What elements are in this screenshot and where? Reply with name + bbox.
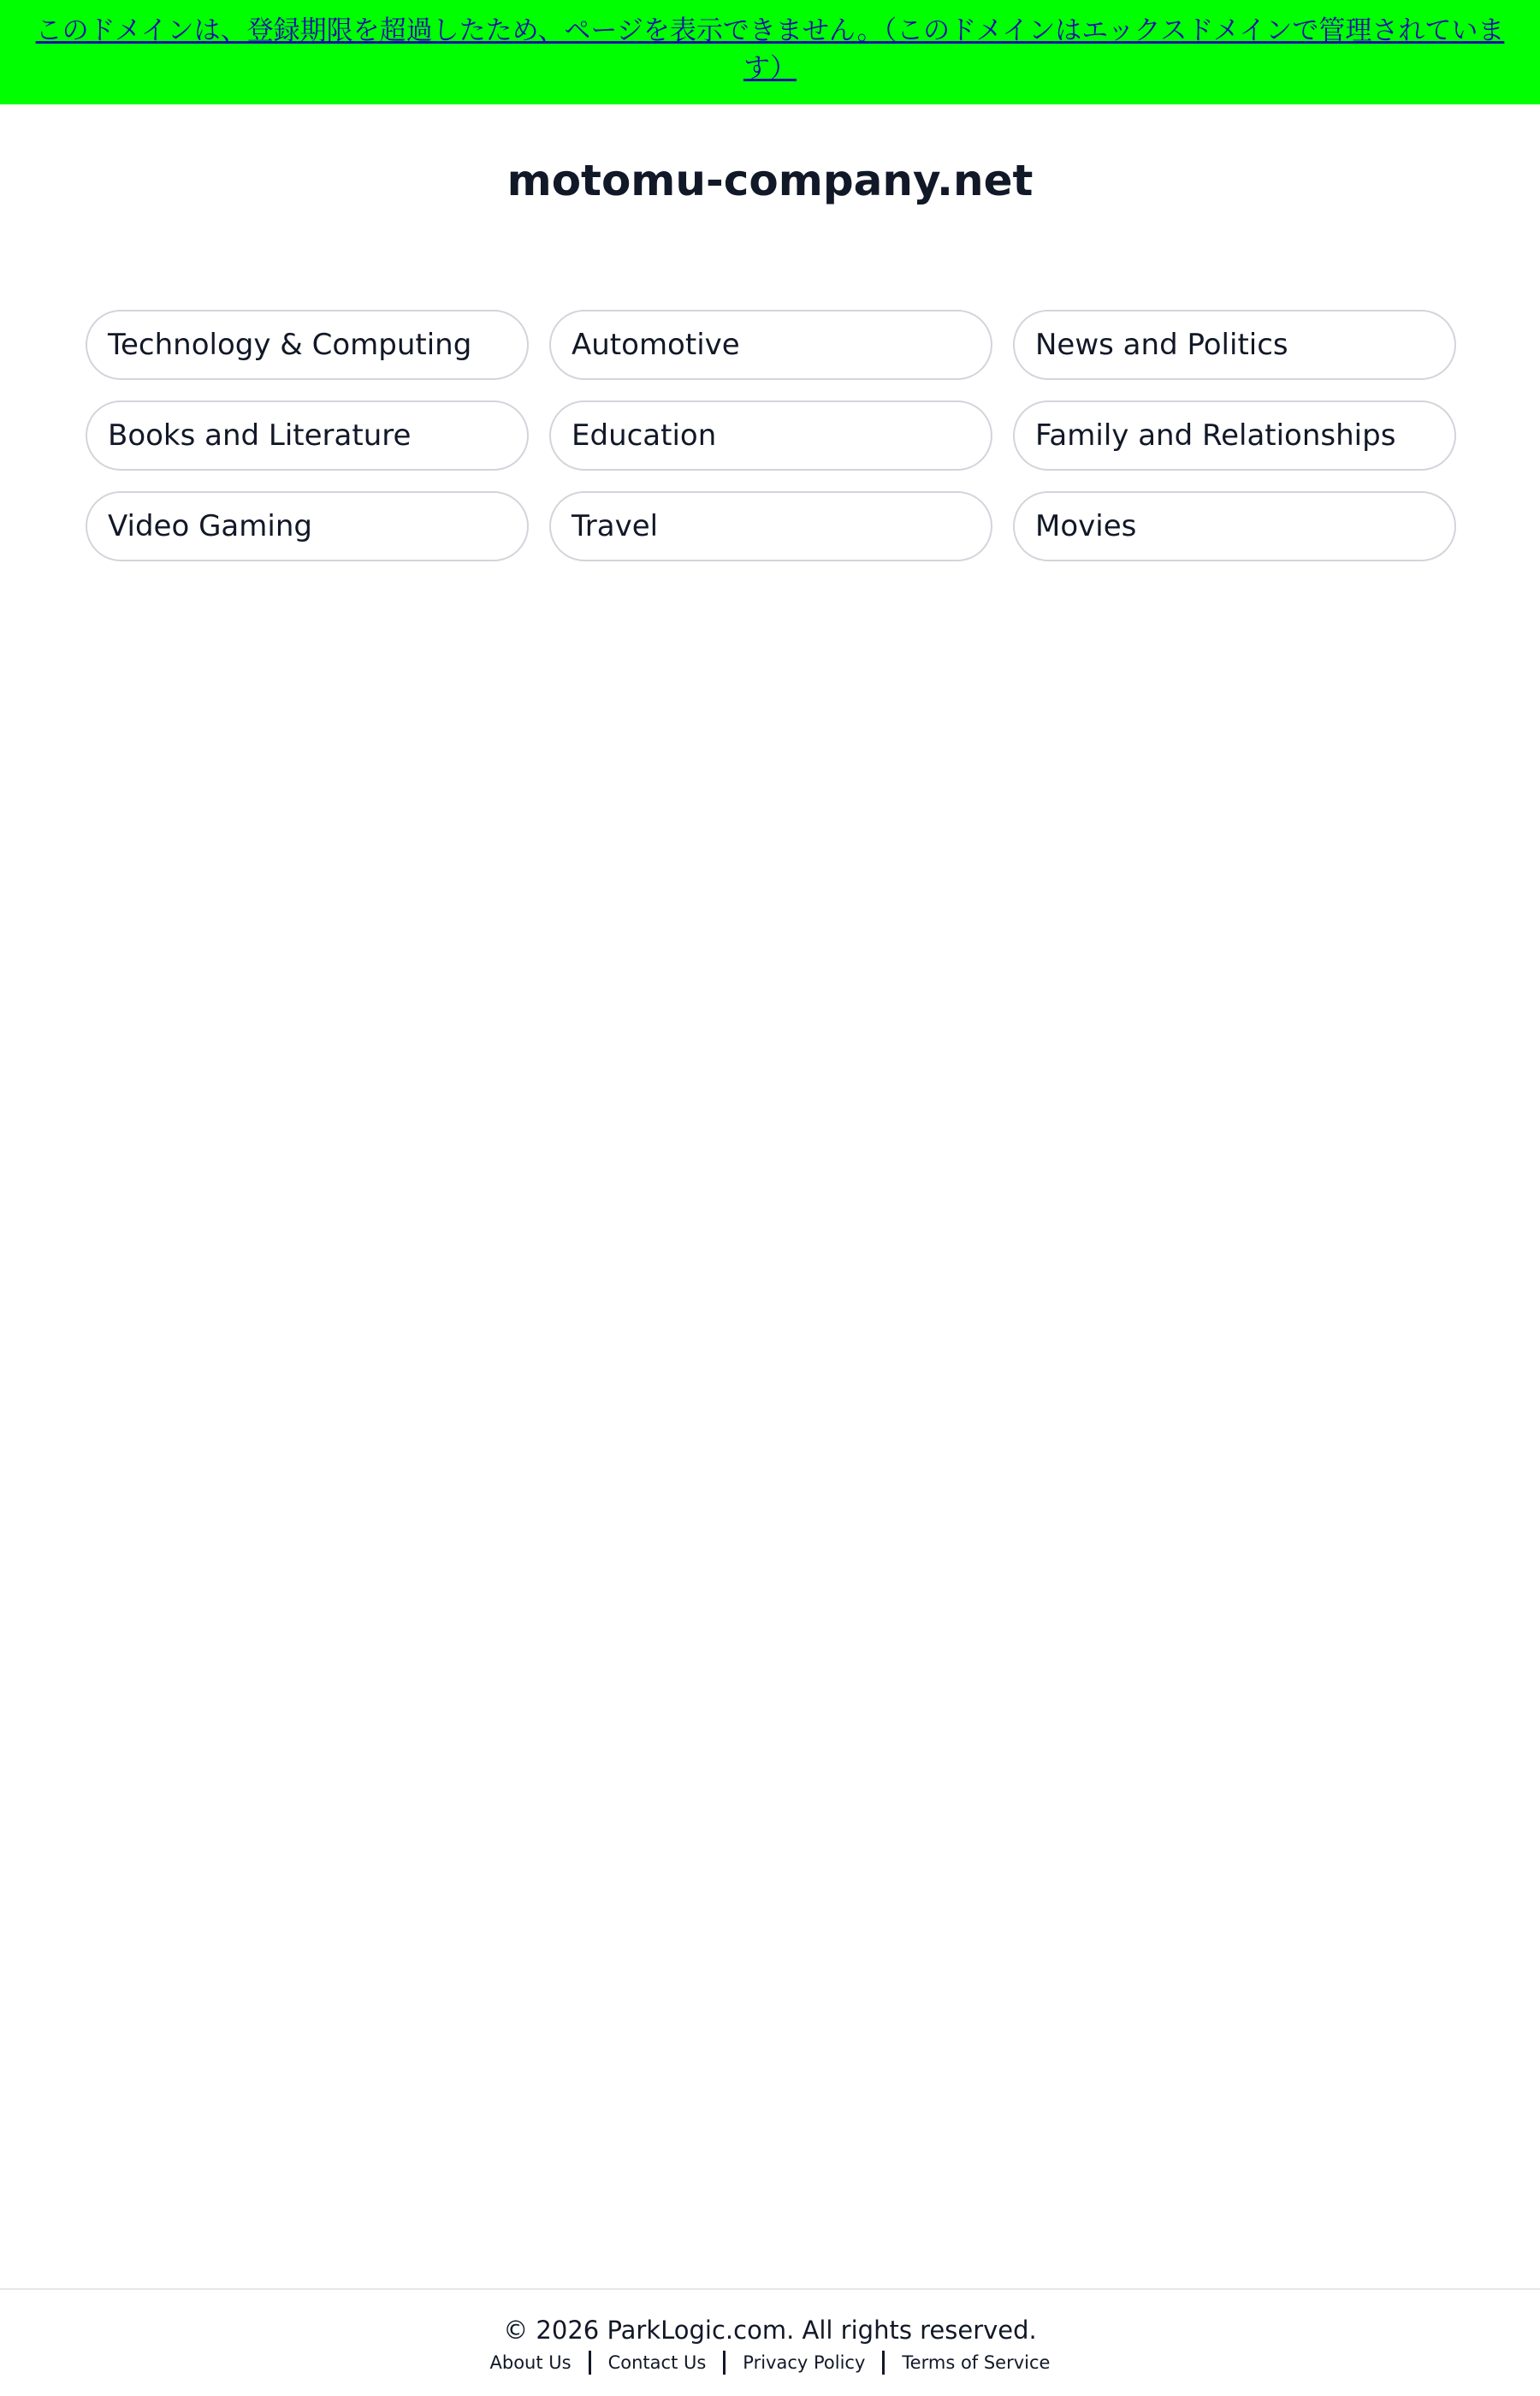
expired-domain-notice-link[interactable]: このドメインは、登録期限を超過したため、ページを表示できません。（このドメインはエックスドメインで管理されています） (35, 15, 1505, 84)
footer-link-privacy-policy[interactable]: Privacy Policy (743, 2352, 866, 2373)
footer-link-contact-us[interactable]: Contact Us (607, 2352, 707, 2373)
category-books-literature[interactable]: Books and Literature (86, 400, 529, 471)
category-grid (86, 310, 1454, 561)
category-movies[interactable]: Movies (1013, 491, 1456, 561)
footer (0, 2288, 1540, 2396)
category-technology-computing[interactable]: Technology & Computing (86, 310, 529, 380)
category-education[interactable]: Education (549, 400, 992, 471)
category-family-relationships[interactable]: Family and Relationships (1013, 400, 1456, 471)
footer-link-terms-of-service[interactable]: Terms of Service (902, 2352, 1051, 2373)
category-travel[interactable]: Travel (549, 491, 992, 561)
category-video-gaming[interactable]: Video Gaming (86, 491, 529, 561)
category-automotive[interactable]: Automotive (549, 310, 992, 380)
footer-link-divider (723, 2351, 726, 2375)
footer-link-divider (589, 2351, 591, 2375)
footer-link-about-us[interactable]: About Us (489, 2352, 572, 2373)
category-news-politics[interactable]: News and Politics (1013, 310, 1456, 380)
site-title: motomu-company.net (506, 156, 1034, 205)
footer-links (0, 2350, 1540, 2375)
footer-link-divider (882, 2351, 885, 2375)
expired-domain-banner (0, 0, 1540, 104)
copyright-text: © 2026 ParkLogic.com. All rights reserved. (503, 2316, 1037, 2345)
